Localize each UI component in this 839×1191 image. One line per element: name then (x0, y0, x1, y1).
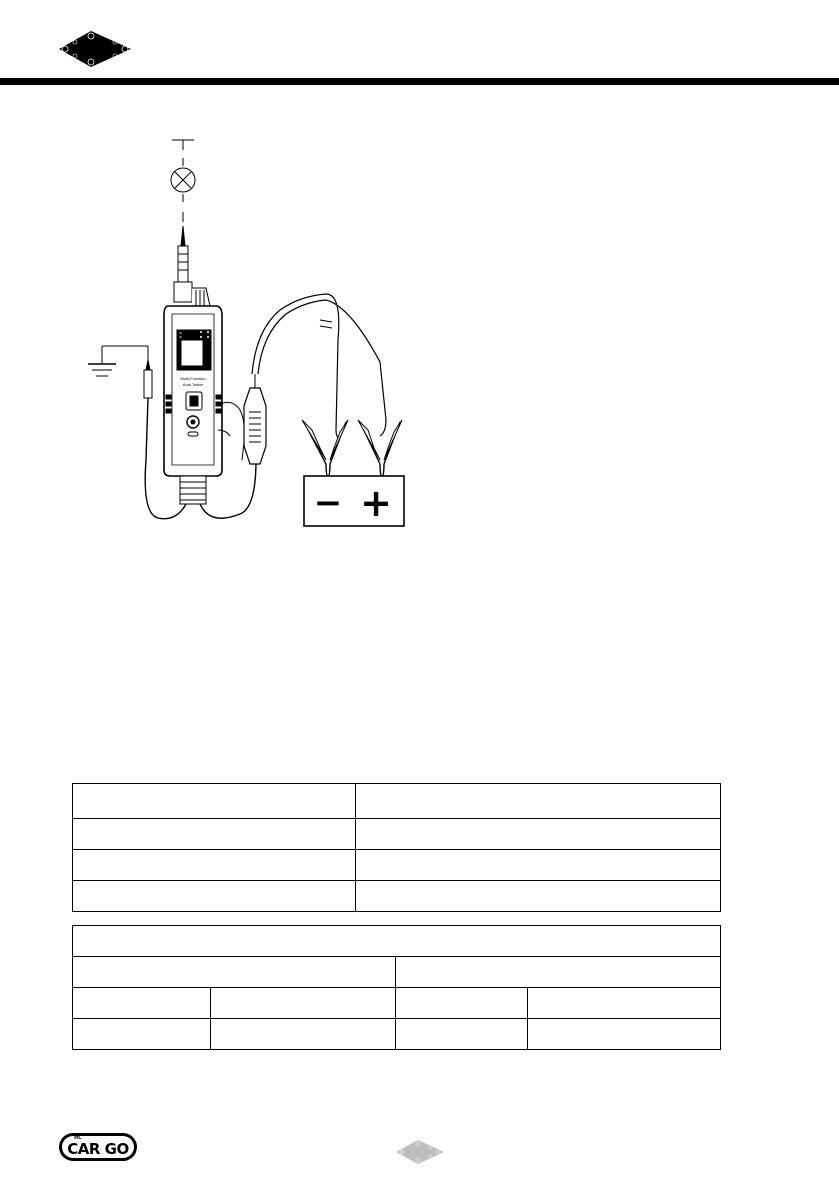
tester-label-line1: Multi-Function (180, 376, 206, 381)
table-cell (211, 988, 396, 1019)
table-cell (73, 850, 356, 881)
header-rule (0, 78, 839, 85)
table-cell (528, 988, 721, 1019)
inline-connector (244, 388, 266, 464)
table-cell (73, 819, 356, 850)
spec-table-1 (72, 783, 721, 912)
cargo-brand-logo-text: CAR GO (67, 1140, 129, 1158)
table-row (73, 819, 721, 850)
table-group-row (73, 957, 721, 988)
table-cell (528, 1019, 721, 1050)
cargo-diamond-emblem (55, 28, 135, 70)
table-cell (73, 784, 356, 819)
cargo-brand-logo-prefix: HC (74, 1135, 82, 1141)
table-group-header (396, 957, 721, 988)
table-row (73, 1019, 721, 1050)
cargo-diamond-emblem-grey (394, 1138, 446, 1166)
table-cell (356, 881, 721, 912)
table-cell (211, 1019, 396, 1050)
table-cell (356, 819, 721, 850)
table-title (73, 926, 721, 957)
spec-table-2 (72, 925, 721, 1050)
table-cell (396, 1019, 528, 1050)
tester-wiring-illustration (80, 130, 420, 540)
table-cell (73, 988, 211, 1019)
table-cell (356, 850, 721, 881)
table-cell (396, 988, 528, 1019)
table-group-header (73, 957, 396, 988)
battery-positive-sign: + (360, 481, 392, 525)
table-row (73, 988, 721, 1019)
table-row (73, 784, 721, 819)
table-cell (73, 1019, 211, 1050)
table-cell (73, 881, 356, 912)
table-title-row (73, 926, 721, 957)
table-row (73, 850, 721, 881)
table-cell (356, 784, 721, 819)
table-row (73, 881, 721, 912)
tester-label-line2: Auto Tester (182, 382, 204, 387)
battery-negative-sign: − (313, 483, 343, 523)
cargo-brand-logo (58, 1130, 140, 1164)
